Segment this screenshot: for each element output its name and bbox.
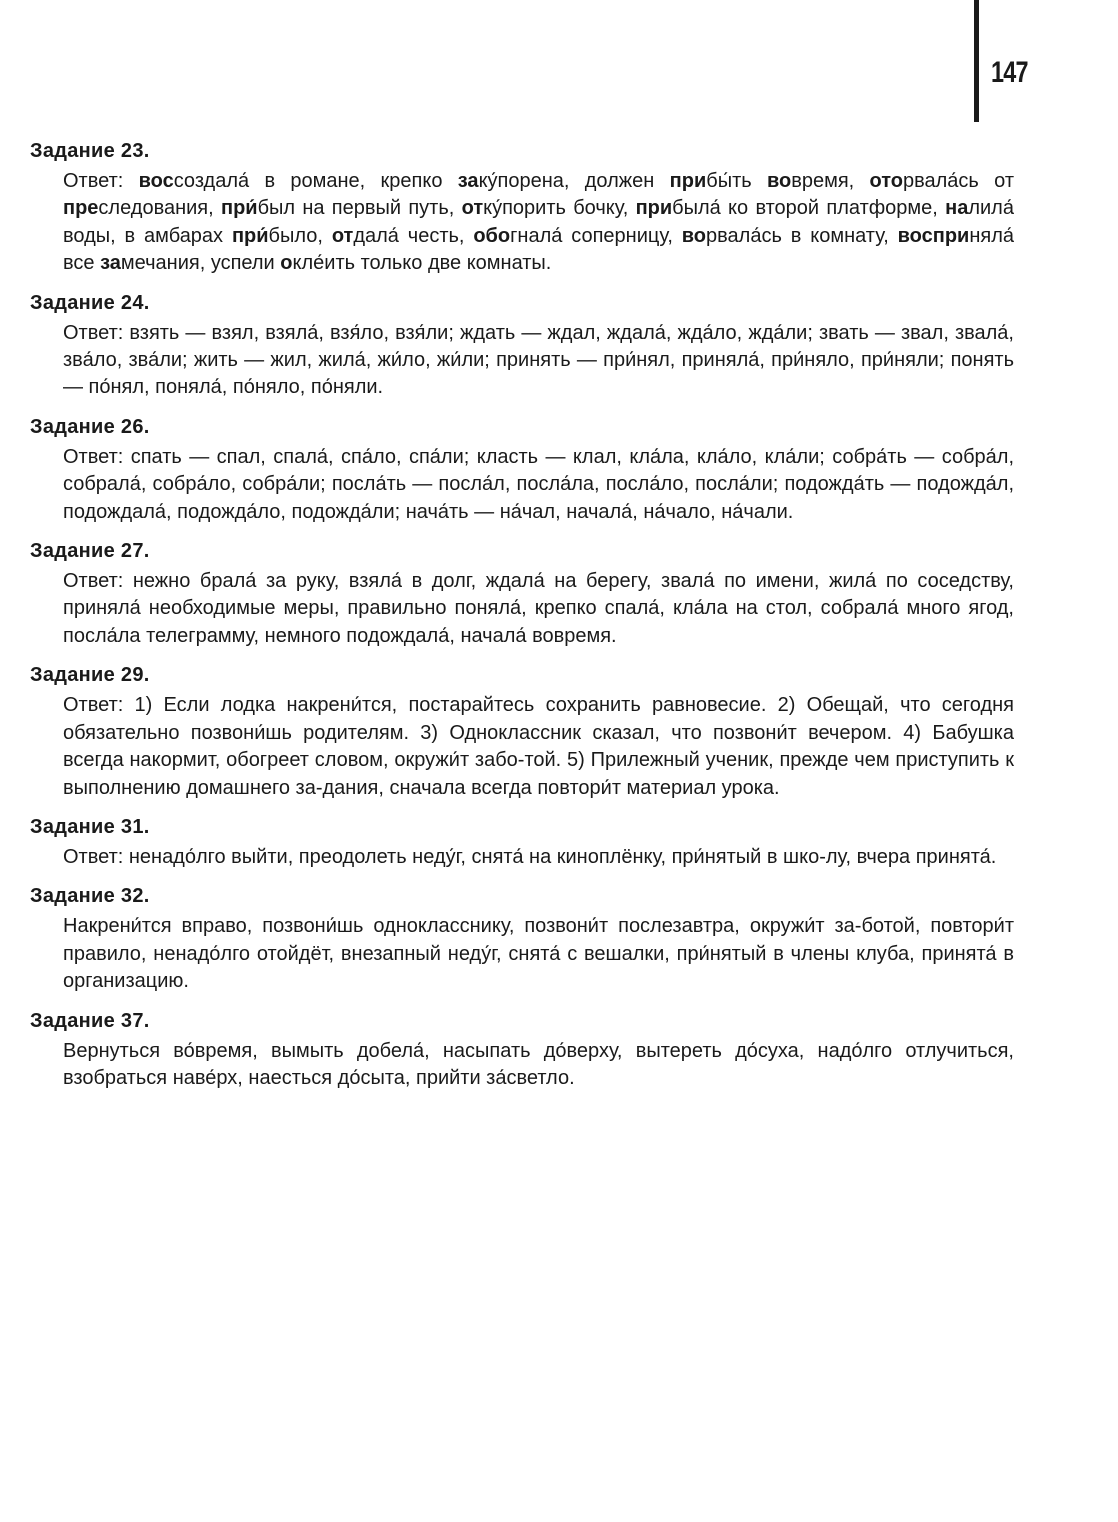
task-answer bbox=[63, 568, 1014, 650]
page-number: 147 bbox=[991, 56, 1028, 89]
bold-prefix: при́ bbox=[231, 224, 269, 247]
answer-text: Ответ: нежно брала́ за руку, взяла́ в долг, ждала́ на берегу, звала́ по имени, жила́ по соседству, приняла́ необходимые меры, правильно поняла́, крепко спала́, кла́ла на стол, собрала́ много ягод, посла́ла телеграмму, немного подождала́, начала́ вовремя. bbox=[63, 570, 1014, 647]
answer-text: няла́ все bbox=[63, 224, 1014, 275]
task-answer bbox=[63, 913, 1014, 995]
bold-prefix: вос bbox=[138, 170, 174, 192]
task-answer bbox=[63, 844, 1014, 871]
answer-text: ку́порить бочку, bbox=[483, 197, 636, 220]
answer-text: дала́ честь, bbox=[353, 224, 474, 247]
task-title: Задание 29. bbox=[30, 664, 150, 687]
answer-text: создала́ в романе, крепко bbox=[173, 170, 458, 192]
bold-prefix: во bbox=[681, 224, 707, 247]
task-32 bbox=[30, 883, 1014, 995]
answer-text: кле́ить только две комнаты. bbox=[292, 252, 552, 275]
answer-text: Ответ: взять — взял, взяла́, взя́ло, взя́ли; ждать — ждал, ждала́, жда́ло, жда́ли; звать — звал, звала́, зва́ло, зва́ли; жить — жил, жила́, жи́ло, жи́ли; принять — при́нял, приняла́, при́няло, при́няли; понять — по́нял, поняла́, по́няло, по́няли. bbox=[63, 321, 1014, 399]
task-31 bbox=[30, 814, 1014, 871]
bold-prefix: при bbox=[635, 197, 673, 220]
answer-text: Ответ: спать — спал, спала́, спа́ло, спа́ли; класть — клал, кла́ла, кла́ло, кла́ли; собра́ть — собра́л, собрала́, собра́ло, собра́ли; посла́ть — посла́л, посла́ла, посла́ло, посла́ли; подожда́ть — подожда́л, подождала́, подожда́ло, подожда́ли; нача́ть — на́чал, начала́, на́чало, на́чали. bbox=[63, 445, 1014, 523]
answer-text: рвала́сь от bbox=[902, 170, 1014, 192]
answer-text: Накрени́тся вправо, позвони́шь однокласснику, позвони́т послезавтра, окружи́т за-ботой, повтори́т правило, ненадо́лго отойдёт, внезапный неду́г, снята́ с вешалки, при́нятый в члены клуба, принята́ в организацию. bbox=[63, 915, 1014, 993]
answer-text: Ответ: ненадо́лго выйти, преодолеть неду́г, снята́ на киноплёнку, при́нятый в шко-лу, вчера принята́. bbox=[63, 845, 997, 868]
task-27 bbox=[30, 538, 1014, 650]
task-title: Задание 24. bbox=[30, 291, 150, 314]
answer-text: Ответ: 1) Если лодка накрени́тся, постарайтесь сохранить равновесие. 2) Обещай, что сегодня обязательно позвони́шь родителям. 3) Одноклассник сказал, что позвони́т вечером. 4) Бабушка всегда накормит, обогреет словом, окружи́т забо-той. 5) Прилежный ученик, прежде чем приступить к выполнению домашнего за-дания, сначала всегда повтори́т материал урока. bbox=[63, 694, 1014, 799]
answer-text: Вернуться во́время, вымыть добела́, насыпать до́верху, вытереть до́суха, надо́лго отлучиться, взобраться наве́рх, наесться до́сыта, прийти за́светло. bbox=[63, 1039, 1014, 1089]
answer-text: следования, bbox=[98, 197, 221, 220]
answer-text: ку́порена, должен bbox=[478, 170, 670, 192]
bold-prefix: воспри bbox=[897, 224, 970, 247]
task-title: Задание 37. bbox=[30, 1009, 150, 1032]
task-37 bbox=[30, 1008, 1014, 1093]
answer-text: лила́ воды, в амбарах bbox=[63, 197, 1014, 247]
task-answer bbox=[63, 320, 1014, 402]
task-23 bbox=[30, 138, 1014, 278]
answers-content bbox=[30, 138, 1014, 1104]
bold-prefix: о bbox=[280, 252, 293, 275]
task-title: Задание 27. bbox=[30, 540, 150, 563]
answer-text: была́ ко второй платформе, bbox=[672, 197, 946, 220]
bold-prefix: при́ bbox=[220, 197, 258, 220]
task-29 bbox=[30, 662, 1014, 802]
task-title: Задание 32. bbox=[30, 885, 150, 908]
bold-prefix: за bbox=[457, 170, 479, 192]
answer-text: Ответ: bbox=[63, 170, 139, 192]
answer-text: время, bbox=[791, 170, 870, 192]
task-answer bbox=[63, 444, 1014, 526]
bold-prefix: во bbox=[766, 170, 792, 192]
bold-prefix: при bbox=[669, 170, 707, 192]
answer-text: гнала́ соперницу, bbox=[510, 224, 682, 247]
bold-prefix: от bbox=[331, 224, 354, 247]
bold-prefix: пре bbox=[63, 197, 99, 220]
task-answer bbox=[63, 168, 1014, 278]
task-26 bbox=[30, 414, 1014, 526]
answer-text: было, bbox=[268, 224, 332, 247]
task-title: Задание 31. bbox=[30, 815, 150, 838]
answer-text: мечания, успели bbox=[120, 252, 281, 275]
task-title: Задание 26. bbox=[30, 415, 150, 438]
bold-prefix: ото bbox=[869, 170, 903, 192]
task-title: Задание 23. bbox=[30, 140, 150, 162]
task-answer bbox=[63, 692, 1014, 802]
page-edge-rule bbox=[974, 0, 979, 122]
bold-prefix: от bbox=[461, 197, 484, 220]
answer-text: был на первый путь, bbox=[257, 197, 462, 220]
answer-text: рвала́сь в комнату, bbox=[706, 224, 898, 247]
bold-prefix: за bbox=[100, 252, 121, 275]
bold-prefix: обо bbox=[473, 224, 511, 247]
bold-prefix: на bbox=[945, 197, 969, 220]
task-answer bbox=[63, 1038, 1014, 1093]
answer-text: бы́ть bbox=[706, 170, 767, 192]
task-24 bbox=[30, 290, 1014, 402]
